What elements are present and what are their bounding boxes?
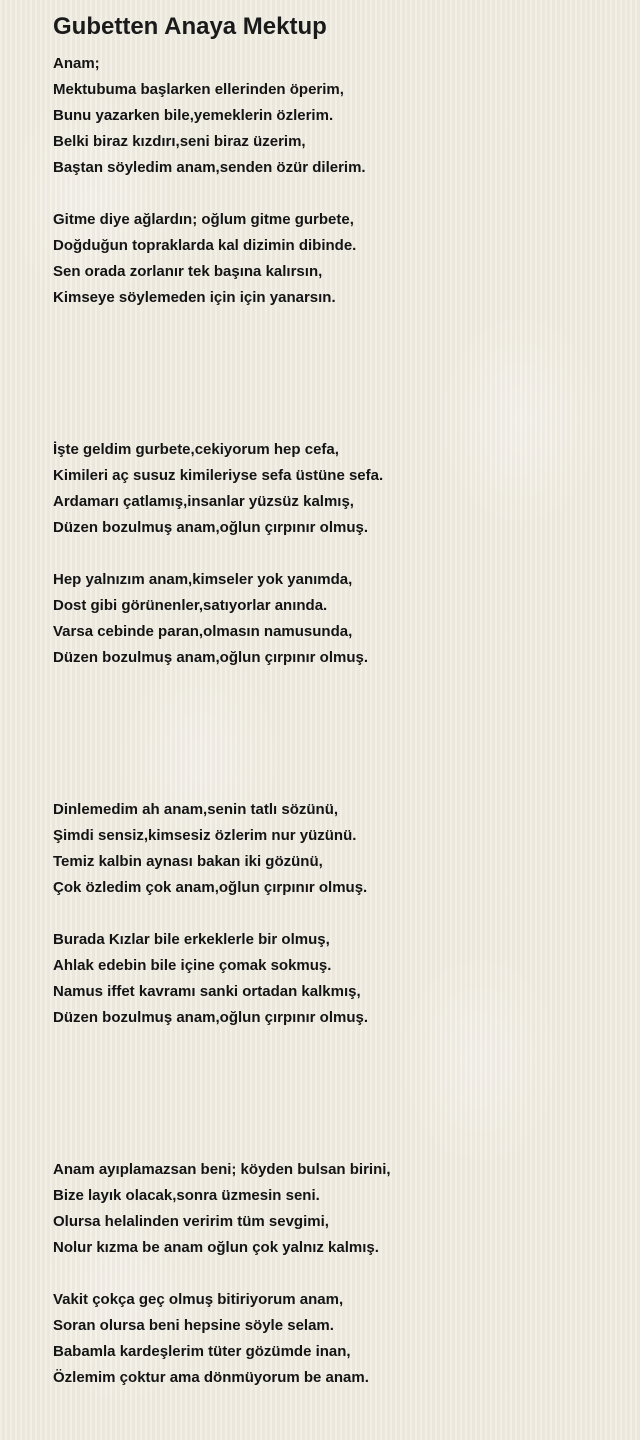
poem-stanza-7 (53, 1157, 391, 1261)
poem-line: İşte geldim gurbete,cekiyorum hep cefa, (53, 441, 339, 458)
poem-line: Mektubuma başlarken ellerinden öperim, (53, 81, 344, 98)
poem-line: Soran olursa beni hepsine söyle selam. (53, 1317, 334, 1334)
poem-line: Düzen bozulmuş anam,oğlun çırpınır olmuş. (53, 519, 369, 536)
poem-stanza-5 (53, 797, 367, 901)
poem-line: Temiz kalbin aynası bakan iki gözünü, (53, 853, 323, 870)
poem-line: Özlemim çoktur ama dönmüyorum be anam. (53, 1369, 369, 1386)
poem-line: Düzen bozulmuş anam,oğlun çırpınır olmuş. (53, 1009, 369, 1026)
poem-line: Düzen bozulmuş anam,oğlun çırpınır olmuş. (53, 649, 369, 666)
poem-stanza-3 (53, 437, 383, 541)
poem-line: Doğduğun topraklarda kal dizimin dibinde. (53, 237, 357, 254)
poem-line: Kimileri aç susuz kimileriyse sefa üstüne sefa. (53, 467, 384, 484)
poem-stanza-4 (53, 567, 368, 671)
poem-line: Nolur kızma be anam oğlun çok yalnız kalmış. (53, 1239, 379, 1256)
poem-line: Dinlemedim ah anam,senin tatlı sözünü, (53, 801, 339, 818)
poem-line: Bunu yazarken bile,yemeklerin özlerim. (53, 107, 334, 124)
poem-line: Burada Kızlar bile erkeklerle bir olmuş, (53, 931, 330, 948)
poem-line: Ahlak edebin bile içine çomak sokmuş. (53, 957, 332, 974)
poem-line: Anam; (53, 55, 100, 72)
poem-line: Gitme diye ağlardın; oğlum gitme gurbete, (53, 211, 354, 228)
poem-line: Sen orada zorlanır tek başına kalırsın, (53, 263, 323, 280)
poem-line: Babamla kardeşlerim tüter gözümde inan, (53, 1343, 351, 1360)
poem-line: Bize layık olacak,sonra üzmesin seni. (53, 1187, 320, 1204)
poem-stanza-6 (53, 927, 368, 1031)
poem-stanza-1 (53, 51, 366, 181)
poem-line: Olursa helalinden veririm tüm sevgimi, (53, 1213, 329, 1230)
poem-line: Varsa cebinde paran,olmasın namusunda, (53, 623, 353, 640)
poem-line: Ardamarı çatlamış,insanlar yüzsüz kalmış, (53, 493, 354, 510)
poem-line: Baştan söyledim anam,senden özür dilerim. (53, 159, 366, 176)
poem-line: Dost gibi görünenler,satıyorlar anında. (53, 597, 328, 614)
poem-line: Hep yalnızım anam,kimseler yok yanımda, (53, 571, 353, 588)
poem-line: Namus iffet kavramı sanki ortadan kalkmış, (53, 983, 361, 1000)
poem-line: Çok özledim çok anam,oğlun çırpınır olmuş. (53, 879, 368, 896)
poem-title: Gubetten Anaya Mektup (53, 13, 327, 40)
poem-line: Anam ayıplamazsan beni; köyden bulsan birini, (53, 1161, 391, 1178)
poem-stanza-2 (53, 207, 356, 311)
poem-line: Şimdi sensiz,kimsesiz özlerim nur yüzünü. (53, 827, 357, 844)
poem-line: Belki biraz kızdırı,seni biraz üzerim, (53, 133, 306, 150)
poem-stanza-8 (53, 1287, 369, 1391)
poem-line: Kimseye söylemeden için için yanarsın. (53, 289, 336, 306)
poem-line: Vakit çokça geç olmuş bitiriyorum anam, (53, 1291, 344, 1308)
